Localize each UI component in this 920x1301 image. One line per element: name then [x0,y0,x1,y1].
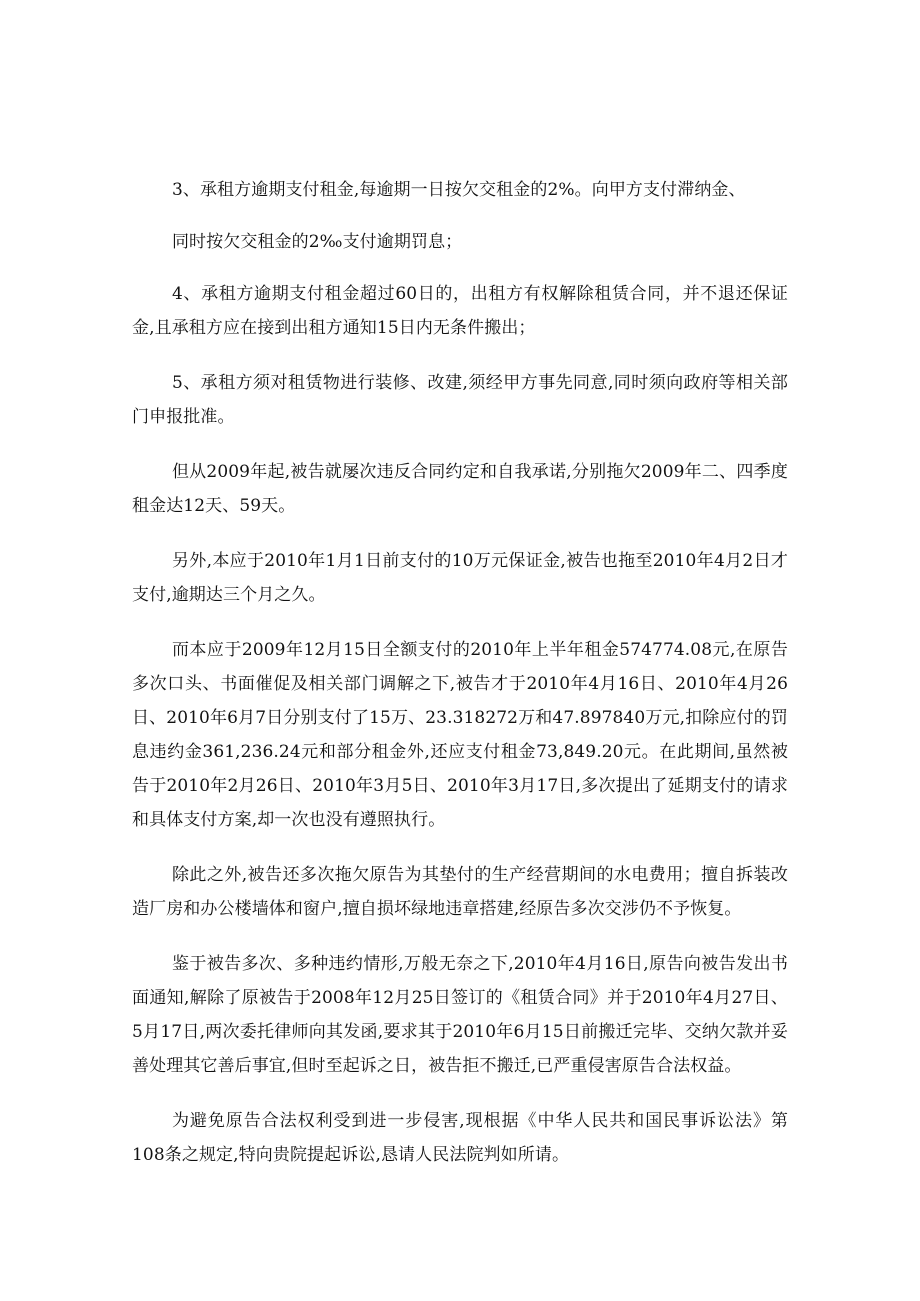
paragraph-clause-3-continued: 同时按欠交租金的2‰支付逾期罚息； [171,232,463,252]
paragraph-termination: 鉴于被告多次、多种违约情形,万般无奈之下,2010年4月16日,原告向被告发出书面通知,解除了原被告于2008年12月25日签订的《租赁合同》并于2010年4月27日、5月17日,两次委托律师向其发函,要求其于2010年6月15日前搬迁完毕、交纳欠款并妥善处理其它善后事宜,但时至起诉之日，被告拒不搬迁,已严重侵害原告合法权益。 [132,954,788,1076]
paragraph-rent-arrears: 但从2009年起,被告就屡次违反合同约定和自我承诺,分别拖欠2009年二、四季度租金达12天、59天。 [132,462,788,516]
paragraph-clause-4: 4、承租方逾期支付租金超过60日的，出租方有权解除租赁合同，并不退还保证金,且承租方应在接到出租方通知15日内无条件搬出； [132,284,788,338]
document-body [132,173,788,1172]
paragraph-clause-3: 3、承租方逾期支付租金,每逾期一日按欠交租金的2%。向甲方支付滞纳金、 [171,180,746,200]
paragraph-deposit-delay: 另外,本应于2010年1月1日前支付的10万元保证金,被告也拖至2010年4月2日才支付,逾期达三个月之久。 [132,551,788,605]
paragraph-other-violations: 除此之外,被告还多次拖欠原告为其垫付的生产经营期间的水电费用；擅自拆装改造厂房和办公楼墙体和窗户,擅自损坏绿地违章搭建,经原告多次交涉仍不予恢复。 [132,865,788,919]
paragraph-lawsuit-request: 为避免原告合法权利受到进一步侵害,现根据《中华人民共和国民事诉讼法》第108条之规定,特向贵院提起诉讼,恳请人民法院判如所请。 [132,1111,788,1165]
paragraph-clause-5: 5、承租方须对租赁物进行装修、改建,须经甲方事先同意,同时须向政府等相关部门申报批准。 [132,373,788,427]
paragraph-rent-payment: 而本应于2009年12月15日全额支付的2010年上半年租金574774.08元,在原告多次口头、书面催促及相关部门调解之下,被告才于2010年4月16日、2010年4月26日、2010年6月7日分别支付了15万、23.318272万和47.897840万元,扣除应付的罚息违约金361,236.24元和部分租金外,还应支付租金73,849.20元。在此期间,虽然被告于2010年2月26日、2010年3月5日、2010年3月17日,多次提出了延期支付的请求和具体支付方案,却一次也没有遵照执行。 [132,640,788,830]
